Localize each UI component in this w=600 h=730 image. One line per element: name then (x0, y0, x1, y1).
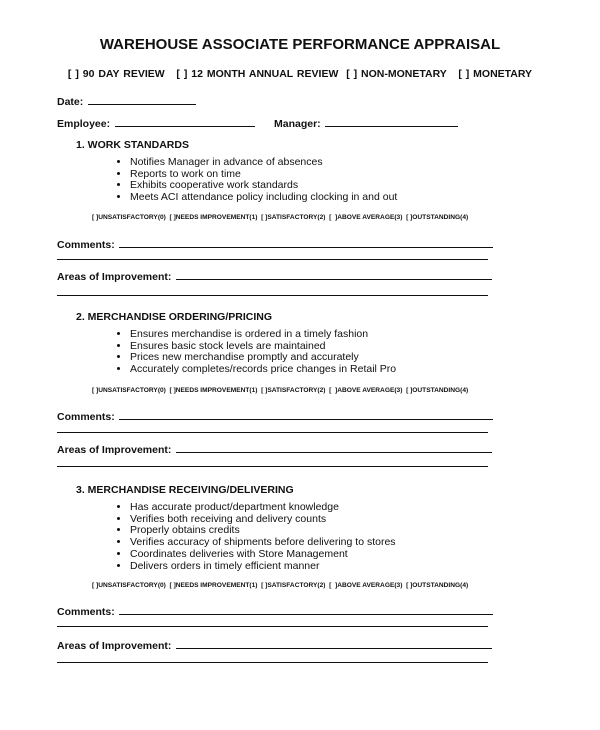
comments-continuation-line[interactable] (57, 432, 488, 433)
comments-label: Comments: (57, 239, 115, 251)
criteria-item: • Notifies Manager in advance of absences (130, 157, 397, 169)
areas-input-line[interactable] (176, 269, 492, 280)
criteria-item: • Delivers orders in timely efficient manner (130, 561, 396, 573)
manager-label: Manager: (274, 118, 321, 130)
criteria-item: • Properly obtains credits (130, 525, 396, 537)
criteria-item: • Verifies accuracy of shipments before delivering to stores (130, 537, 396, 549)
criteria-item: • Coordinates deliveries with Store Management (130, 549, 396, 561)
date-input-line[interactable] (88, 94, 196, 105)
section-heading: 3. MERCHANDISE RECEIVING/DELIVERING (76, 484, 294, 496)
comments-label: Comments: (57, 411, 115, 423)
rating-options[interactable]: [ ]UNSATISFACTORY(0) [ ]NEEDS IMPROVEMENT(1) [ ]SATISFACTORY(2) [ ]ABOVE AVERAGE(3) [ ]OUTSTANDING(4) (92, 214, 469, 221)
criteria-item: • Prices new merchandise promptly and accurately (130, 352, 396, 364)
criteria-item: • Meets ACI attendance policy including clocking in and out (130, 192, 397, 204)
employee-field[interactable] (57, 114, 255, 132)
areas-label: Areas of Improvement: (57, 271, 172, 283)
criteria-item: • Verifies both receiving and delivery counts (130, 514, 396, 526)
areas-of-improvement-field[interactable] (57, 267, 492, 285)
areas-input-line[interactable] (176, 638, 492, 649)
areas-of-improvement-field[interactable] (57, 440, 492, 458)
areas-continuation-line[interactable] (57, 662, 488, 663)
manager-input-line[interactable] (325, 116, 458, 127)
criteria-item: • Exhibits cooperative work standards (130, 180, 397, 192)
rating-options[interactable]: [ ]UNSATISFACTORY(0) [ ]NEEDS IMPROVEMENT(1) [ ]SATISFACTORY(2) [ ]ABOVE AVERAGE(3) [ ]OUTSTANDING(4) (92, 582, 469, 589)
section-heading: 1. WORK STANDARDS (76, 139, 189, 151)
criteria-item: • Has accurate product/department knowledge (130, 502, 396, 514)
form-title: WAREHOUSE ASSOCIATE PERFORMANCE APPRAISAL (99, 36, 501, 53)
comments-input-line[interactable] (119, 604, 493, 615)
areas-label: Areas of Improvement: (57, 640, 172, 652)
comments-field[interactable] (57, 602, 493, 620)
comments-field[interactable] (57, 235, 493, 253)
comments-field[interactable] (57, 407, 493, 425)
comments-continuation-line[interactable] (57, 626, 488, 627)
date-field[interactable] (57, 92, 196, 110)
areas-continuation-line[interactable] (57, 295, 488, 296)
rating-options[interactable]: [ ]UNSATISFACTORY(0) [ ]NEEDS IMPROVEMENT(1) [ ]SATISFACTORY(2) [ ]ABOVE AVERAGE(3) [ ]OUTSTANDING(4) (92, 387, 469, 394)
date-label: Date: (57, 96, 84, 108)
employee-input-line[interactable] (115, 116, 255, 127)
areas-of-improvement-field[interactable] (57, 636, 492, 654)
comments-label: Comments: (57, 606, 115, 618)
comments-input-line[interactable] (119, 237, 493, 248)
areas-continuation-line[interactable] (57, 466, 488, 467)
employee-label: Employee: (57, 118, 111, 130)
section-heading: 2. MERCHANDISE ORDERING/PRICING (76, 311, 273, 323)
criteria-list (113, 502, 396, 572)
comments-continuation-line[interactable] (57, 259, 488, 260)
areas-label: Areas of Improvement: (57, 444, 172, 456)
criteria-item: • Ensures basic stock levels are maintained (130, 341, 396, 353)
criteria-item: • Reports to work on time (130, 169, 397, 181)
criteria-list (113, 157, 397, 204)
areas-input-line[interactable] (176, 442, 492, 453)
comments-input-line[interactable] (119, 409, 493, 420)
criteria-item: • Accurately completes/records price changes in Retail Pro (130, 364, 396, 376)
criteria-list (113, 329, 396, 376)
review-type-options[interactable]: [ ] 90 DAY REVIEW [ ] 12 MONTH ANNUAL REVIEW [ ] NON-MONETARY [ ] MONETARY (67, 68, 533, 80)
manager-field[interactable] (274, 114, 458, 132)
criteria-item: • Ensures merchandise is ordered in a timely fashion (130, 329, 396, 341)
